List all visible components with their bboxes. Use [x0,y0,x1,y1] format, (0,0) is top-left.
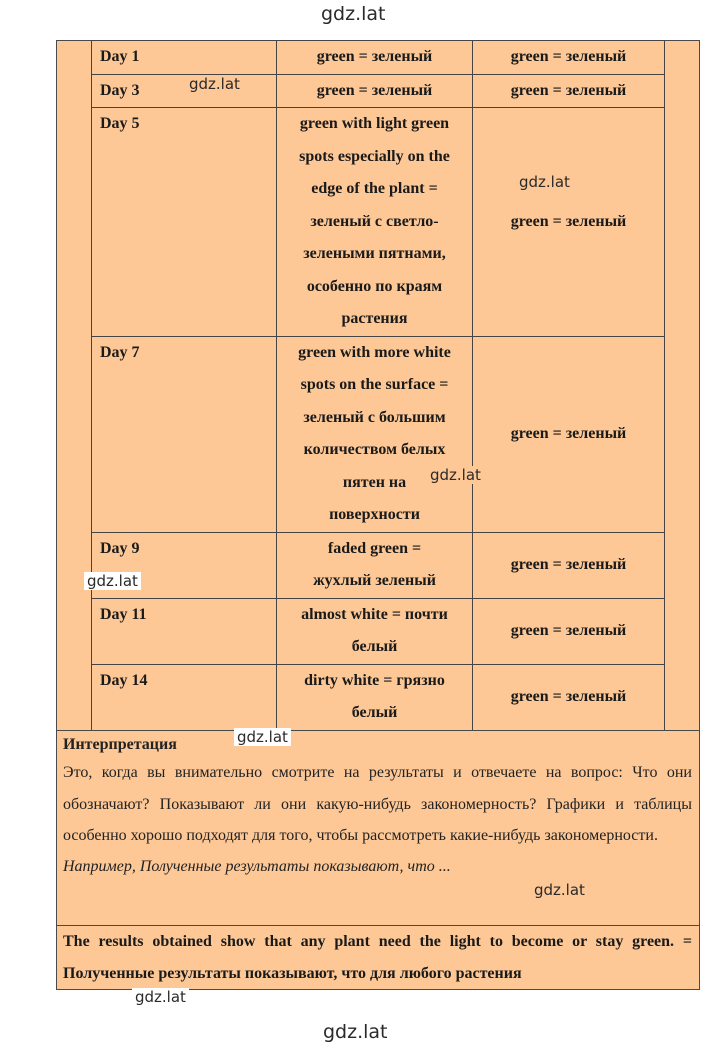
observation-cell [277,108,473,337]
observation-table [91,40,665,731]
observation-line: белый [351,704,398,721]
interpretation-body: Это, когда вы внимательно смотрите на результаты и отвечаете на вопрос: Что они обозначают? Показывают ли они какую-нибудь закономерность? Графики и таблицы особенно хорошо подходят для того, чтобы рассмотреть какие-нибудь закономерности. [63,764,692,844]
color-cell: green = зеленый [473,41,665,75]
observation-line: almost white = почти [301,605,448,623]
interpretation-example: Например, Полученные результаты показывают, что ... [63,857,451,875]
observation-line: пятен на [342,473,407,491]
observation-cell [277,598,473,664]
color-cell: green = зеленый [473,598,665,664]
observation-line: green = зеленый [316,81,433,99]
day-cell: Day 5 [92,108,277,337]
observation-cell [277,336,473,532]
conclusion-text: The results obtained show that any plant need the light to become or stay green. = Полученные результаты показывают, что для любого растения [56,925,700,990]
watermark-bottom: gdz.lat [320,1021,391,1044]
observation-line: зеленый с большим [303,408,446,426]
observation-line: зеленый с светло- [310,212,439,230]
observation-line: количеством белых [303,441,446,458]
table-row [92,532,665,598]
day-cell: Day 11 [92,598,277,664]
observation-line: green with light green [299,115,450,132]
day-cell: Day 14 [92,664,277,730]
watermark-left: gdz.lat [84,572,141,590]
table-row [92,664,665,730]
table-row [92,598,665,664]
observation-line: dirty white = грязно [304,671,445,689]
color-cell: green = зеленый [473,108,665,337]
day-cell: Day 3 [92,74,277,108]
color-cell: green = зеленый [473,532,665,598]
table-row [92,108,665,337]
observation-line: поверхности [329,506,420,523]
observation-cell [277,74,473,108]
observation-line: зелеными пятнами, [303,245,446,262]
color-cell: green = зеленый [473,74,665,108]
watermark-day5: gdz.lat [516,173,573,191]
observation-cell [277,664,473,730]
observation-line: белый [351,638,398,655]
color-cell: green = зеленый [473,336,665,532]
observation-line: жухлый зеленый [313,572,436,589]
observation-cell [277,41,473,75]
observation-line: spots on the surface = [300,376,449,393]
day-cell: Day 7 [92,336,277,532]
observation-line: особенно по краям [306,277,443,295]
watermark-day7: gdz.lat [427,466,484,484]
observation-line: edge of the plant = [311,180,438,197]
observation-line: faded green = [327,539,422,557]
table-row [92,41,665,75]
watermark-example: gdz.lat [531,881,588,899]
table-row [92,336,665,532]
observation-cell [277,532,473,598]
table-row [92,74,665,108]
interpretation-section [56,730,700,925]
observation-line: green with more white [298,343,451,361]
observation-line: растения [341,310,408,327]
watermark-top: gdz.lat [318,3,389,26]
watermark-interp: gdz.lat [234,728,291,746]
watermark-below-box: gdz.lat [132,988,189,1006]
interpretation-heading: Интерпретация [63,736,177,753]
color-cell: green = зеленый [473,664,665,730]
day-cell: Day 1 [92,41,277,75]
day-cell: Day 9 [92,532,277,598]
watermark-day3: gdz.lat [186,75,243,93]
observation-line: green = зеленый [316,48,433,65]
observation-line: spots especially on the [299,147,450,165]
